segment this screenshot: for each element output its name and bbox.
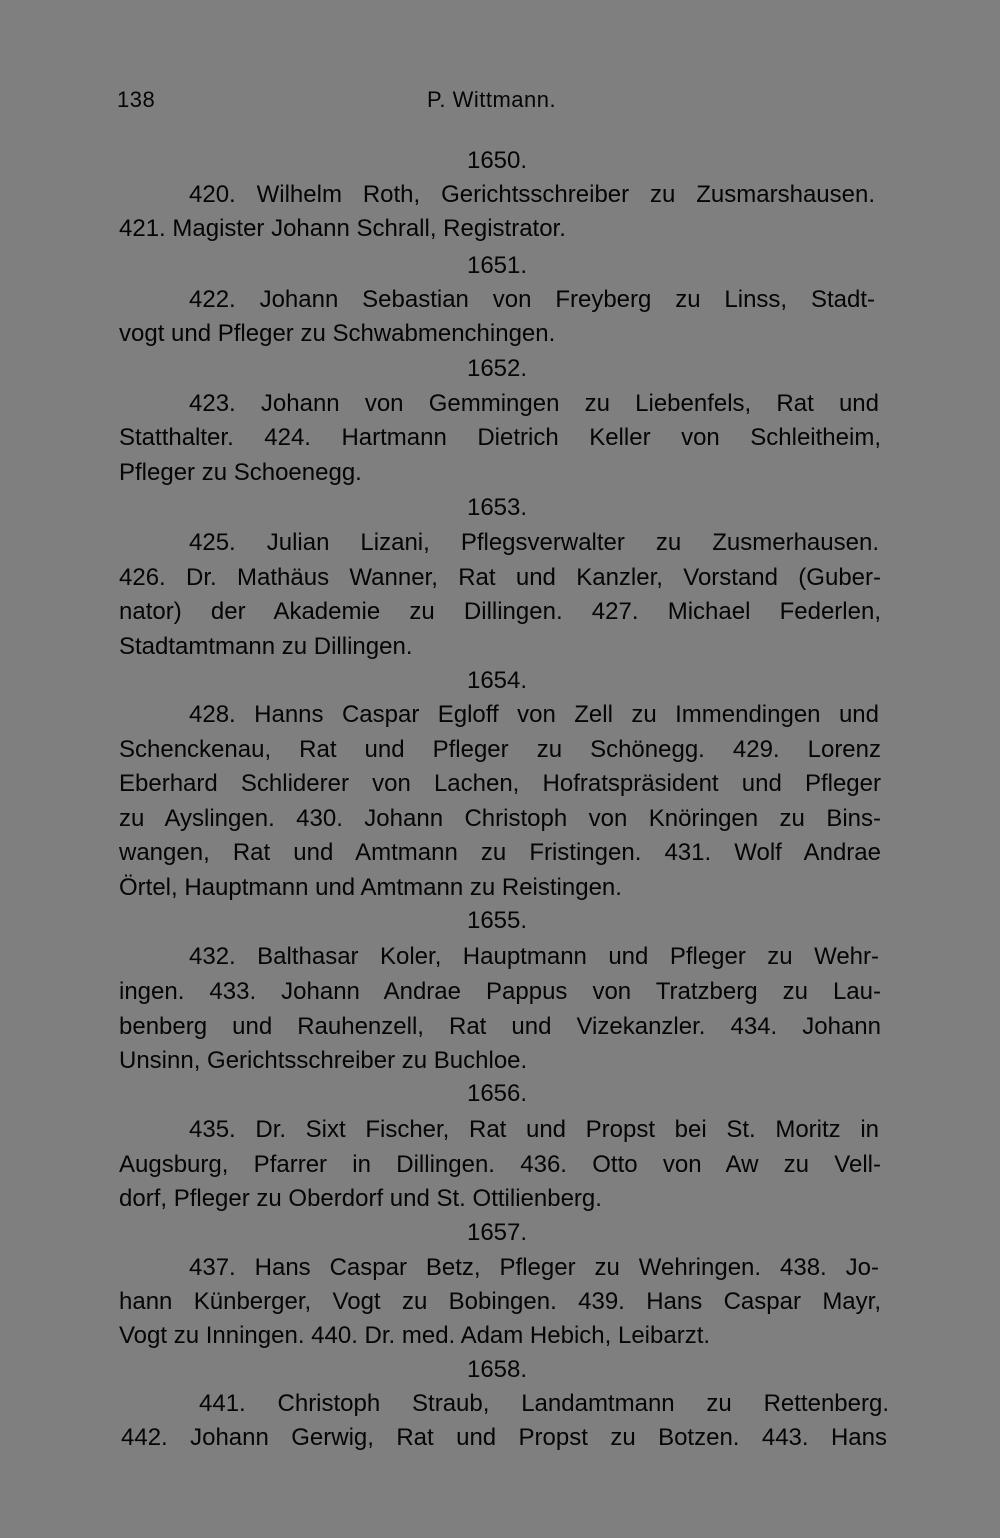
entry-line: 435. Dr. Sixt Fischer, Rat und Propst bei St. Moritz in (189, 1116, 879, 1143)
entry-line: 422. Johann Sebastian von Freyberg zu Linss, Stadt- (189, 286, 875, 313)
year-heading: 1652. (466, 355, 528, 382)
entry-line: 441. Christoph Straub, Landamtmann zu Rettenberg. (199, 1390, 889, 1417)
entry-line: 442. Johann Gerwig, Rat und Propst zu Botzen. 443. Hans (121, 1424, 887, 1451)
entry-line: dorf, Pfleger zu Oberdorf und St. Ottilienberg. (119, 1185, 602, 1212)
entry-line: 423. Johann von Gemmingen zu Liebenfels, Rat und (189, 390, 879, 417)
entry-line: Statthalter. 424. Hartmann Dietrich Keller von Schleitheim, (119, 424, 881, 451)
entry-line: vogt und Pfleger zu Schwabmenchingen. (119, 320, 556, 347)
entry-line: Eberhard Schliderer von Lachen, Hofratspräsident und Pfleger (119, 770, 881, 797)
year-heading: 1653. (466, 494, 528, 521)
page-number: 138 (117, 87, 156, 112)
entry-line: 420. Wilhelm Roth, Gerichtsschreiber zu Zusmarshausen. (189, 181, 875, 208)
entry-line: benberg und Rauhenzell, Rat und Vizekanzler. 434. Johann (119, 1013, 881, 1040)
entry-line: nator) der Akademie zu Dillingen. 427. Michael Federlen, (119, 598, 881, 625)
year-heading: 1655. (466, 907, 528, 934)
entry-line: 426. Dr. Mathäus Wanner, Rat und Kanzler, Vorstand (Guber- (119, 564, 881, 591)
entry-line: wangen, Rat und Amtmann zu Fristingen. 431. Wolf Andrae (119, 839, 881, 866)
entry-line: Örtel, Hauptmann und Amtmann zu Reistingen. (119, 874, 622, 901)
year-heading: 1650. (466, 147, 528, 174)
entry-line: hann Künberger, Vogt zu Bobingen. 439. Hans Caspar Mayr, (119, 1288, 881, 1315)
entry-line: 437. Hans Caspar Betz, Pfleger zu Wehringen. 438. Jo- (189, 1254, 879, 1281)
entry-line: Pfleger zu Schoenegg. (119, 459, 362, 486)
entry-line: Augsburg, Pfarrer in Dillingen. 436. Otto von Aw zu Vell- (119, 1151, 881, 1178)
entry-line: 428. Hanns Caspar Egloff von Zell zu Immendingen und (189, 701, 879, 728)
entry-line: zu Ayslingen. 430. Johann Christoph von Knöringen zu Bins- (119, 805, 881, 832)
entry-line: 425. Julian Lizani, Pflegsverwalter zu Zusmerhausen. (189, 529, 879, 556)
entry-line: 421. Magister Johann Schrall, Registrator. (119, 215, 566, 242)
year-heading: 1657. (466, 1219, 528, 1246)
entry-line: ingen. 433. Johann Andrae Pappus von Tratzberg zu Lau- (119, 978, 881, 1005)
entry-line: Stadtamtmann zu Dillingen. (119, 633, 413, 660)
entry-line: Unsinn, Gerichtsschreiber zu Buchloe. (119, 1047, 528, 1074)
year-heading: 1658. (466, 1356, 528, 1383)
entry-line: Schenckenau, Rat und Pfleger zu Schönegg. 429. Lorenz (119, 736, 881, 763)
entry-line: Vogt zu Inningen. 440. Dr. med. Adam Hebich, Leibarzt. (119, 1322, 711, 1349)
year-heading: 1654. (466, 667, 528, 694)
running-title: P. Wittmann. (427, 87, 557, 112)
entry-line: 432. Balthasar Koler, Hauptmann und Pfleger zu Wehr- (189, 943, 879, 970)
year-heading: 1656. (466, 1080, 528, 1107)
year-heading: 1651. (466, 252, 528, 279)
